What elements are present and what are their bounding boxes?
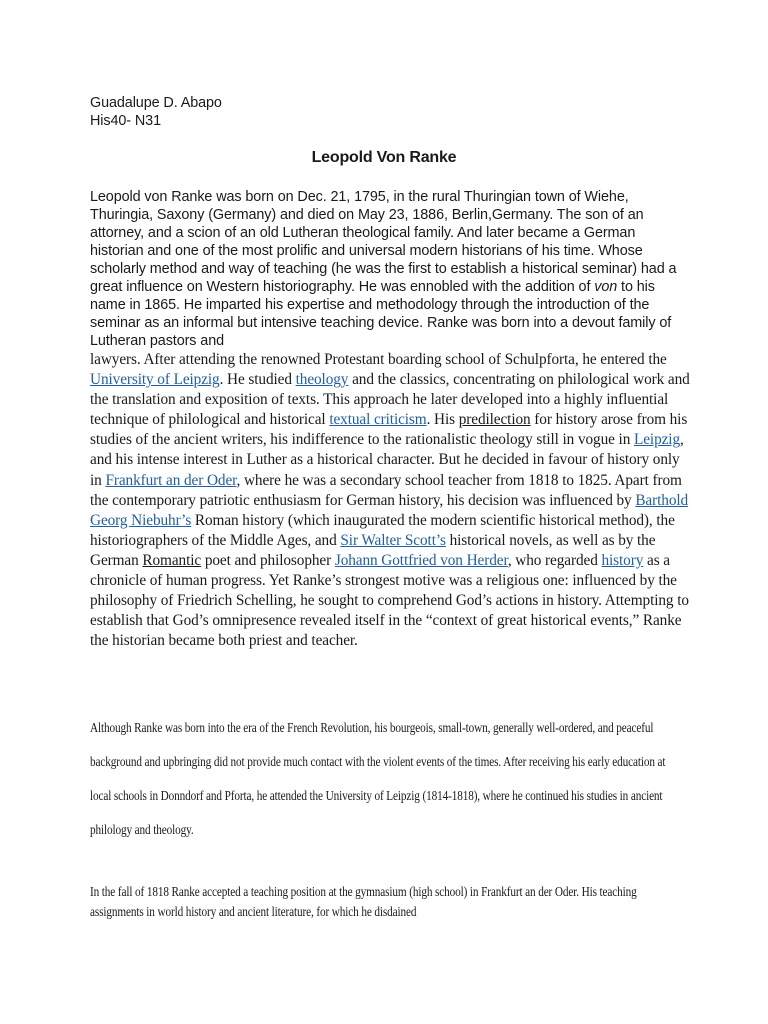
link-theology[interactable]: theology (295, 371, 349, 389)
document-title: Leopold Von Ranke (311, 149, 457, 166)
text-run: historical novels, as well as by the German (90, 531, 656, 569)
link-university-of-leipzig[interactable]: University of Leipzig (90, 371, 220, 389)
text-run: poet and philosopher (201, 551, 335, 569)
paragraph-biography (90, 188, 690, 651)
text-run: to his name in 1865. He imparted his expertise and methodology through the introduction of the seminar as an informal but intensive teaching device. Ranke was born into a devout family of Lutheran pastors and (90, 279, 672, 349)
document-header (90, 95, 222, 131)
link-leipzig[interactable]: Leipzig (633, 431, 681, 449)
link-sir-walter-scott[interactable]: Sir Walter Scott’s (340, 531, 446, 549)
text-run: . He studied (219, 371, 296, 389)
text-run: and the classics, concentrating on philological work and the translation and exposition of texts. This approach he later developed into a highly influential technique of philological and historical (90, 371, 690, 429)
link-textual-criticism[interactable]: textual criticism (329, 411, 427, 429)
course-code: His40- N31 (90, 113, 161, 129)
paragraph-teaching-position: In the fall of 1818 Ranke accepted a teaching position at the gymnasium (high school) in Frankfurt an der Oder. His teaching assignments in world history and ancient literature, for which he disdained (90, 884, 637, 919)
link-history[interactable]: history (601, 551, 644, 569)
text-run-italic: von (594, 279, 618, 295)
paragraph-early-life: Although Ranke was born into the era of the French Revolution, his bourgeois, small-town, generally well-ordered, and peaceful background and upbringing did not provide much contact with the violent events of the times. After receiving his early education at local schools in Donndorf and Pforta, he attended the University of Leipzig (1814-1818), where he continued his studies in ancient philology and theology. (90, 720, 666, 837)
text-run: as a chronicle of human progress. Yet Ranke’s strongest motive was a religious one: influenced by the philosophy of Friedrich Schelling, he sought to comprehend God’s actions in history. Attempting to establish that God’s omnipresence revealed itself in the “context of great historical events,” Ranke the historian became both priest and teacher. (90, 551, 689, 650)
text-run: Roman history (which inaugurated the modern scientific historical method), the historiographers of the Middle Ages, and (90, 511, 675, 549)
text-run: Leopold von Ranke was born on Dec. 21, 1795, in the rural Thuringian town of Wiehe, Thuringia, Saxony (Germany) and died on May 23, 1886, Berlin,Germany. The son of an attorney, and a scion of an old Lutheran theological family. And later became a German historian and one of the most prolific and universal modern historians of his time. Whose scholarly method and way of teaching (he was the first to establish a historical seminar) had a great influence on Western historiography. He was ennobled with the addition of (90, 189, 677, 295)
link-frankfurt-an-der-oder[interactable]: Frankfurt an der Oder (105, 471, 237, 489)
text-run: , where he was a secondary school teacher from 1818 to 1825. Apart from the contemporary patriotic enthusiasm for German history, his decision was influenced by (90, 471, 682, 509)
text-run: lawyers. After attending the renowned Protestant boarding school of Schulpforta, he entered the (90, 351, 667, 368)
link-barthold-georg-niebuhr[interactable]: Barthold Georg Niebuhr’s (90, 491, 689, 529)
text-run: . His (426, 411, 459, 429)
underlined-romantic: Romantic (142, 551, 202, 569)
text-run: , and his intense interest in Luther as a historical character. But he decided in favour of history only in (90, 431, 684, 489)
text-run: , who regarded (507, 551, 602, 569)
author-name: Guadalupe D. Abapo (90, 95, 222, 111)
link-johann-gottfried-von-herder[interactable]: Johann Gottfried von Herder (334, 551, 508, 569)
underlined-predilection: predilection (458, 411, 531, 429)
text-run: for history arose from his studies of the ancient writers, his indifference to the rationalistic theology still in vogue in (90, 411, 688, 449)
